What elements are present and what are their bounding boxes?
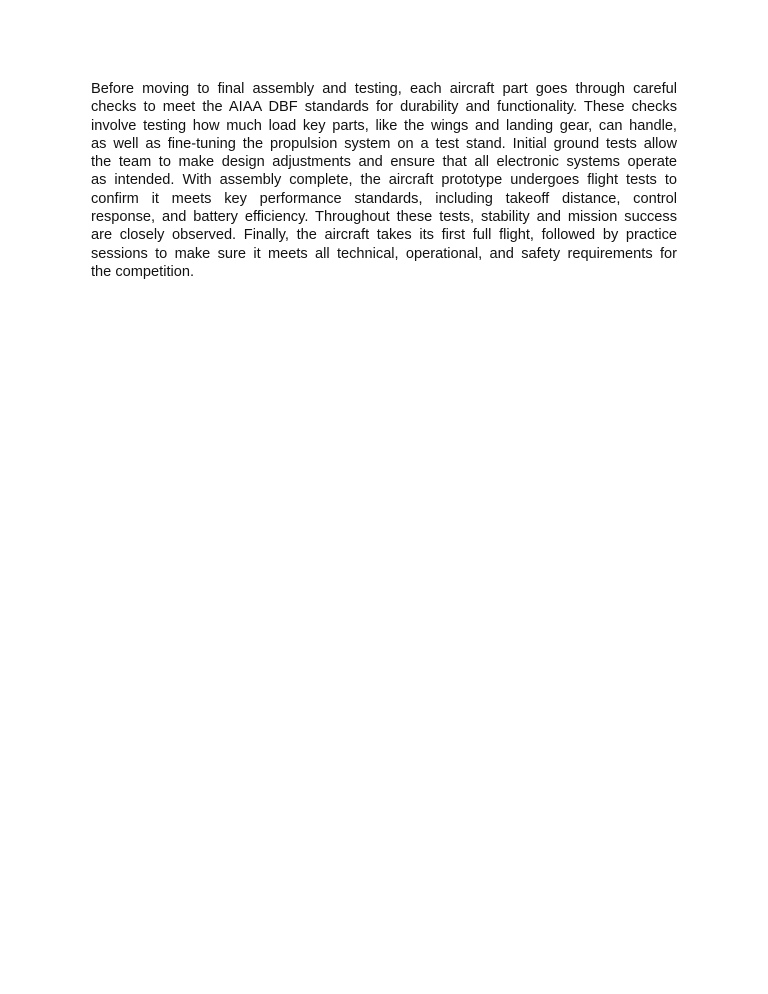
- paragraph-line: involve testing how much load key parts, like the wings and landing gear, can handle,: [91, 117, 677, 134]
- paragraph-line: response, and battery efficiency. Throughout these tests, stability and mission success: [91, 209, 677, 226]
- body-paragraph: [91, 80, 677, 281]
- paragraph-line: checks to meet the AIAA DBF standards for durability and functionality. These checks: [91, 99, 677, 116]
- paragraph-line: confirm it meets key performance standards, including takeoff distance, control: [91, 190, 677, 207]
- document-page: [91, 80, 677, 281]
- paragraph-line: are closely observed. Finally, the aircraft takes its first full flight, followed by practice: [91, 227, 677, 244]
- paragraph-line: the competition.: [91, 263, 195, 280]
- paragraph-line: the team to make design adjustments and ensure that all electronic systems operate: [91, 154, 677, 171]
- paragraph-line: as well as fine-tuning the propulsion system on a test stand. Initial ground tests allow: [91, 135, 677, 152]
- paragraph-line: Before moving to final assembly and testing, each aircraft part goes through careful: [91, 81, 677, 97]
- paragraph-line: sessions to make sure it meets all technical, operational, and safety requirements for: [91, 245, 677, 262]
- paragraph-line: as intended. With assembly complete, the aircraft prototype undergoes flight tests to: [91, 172, 677, 189]
